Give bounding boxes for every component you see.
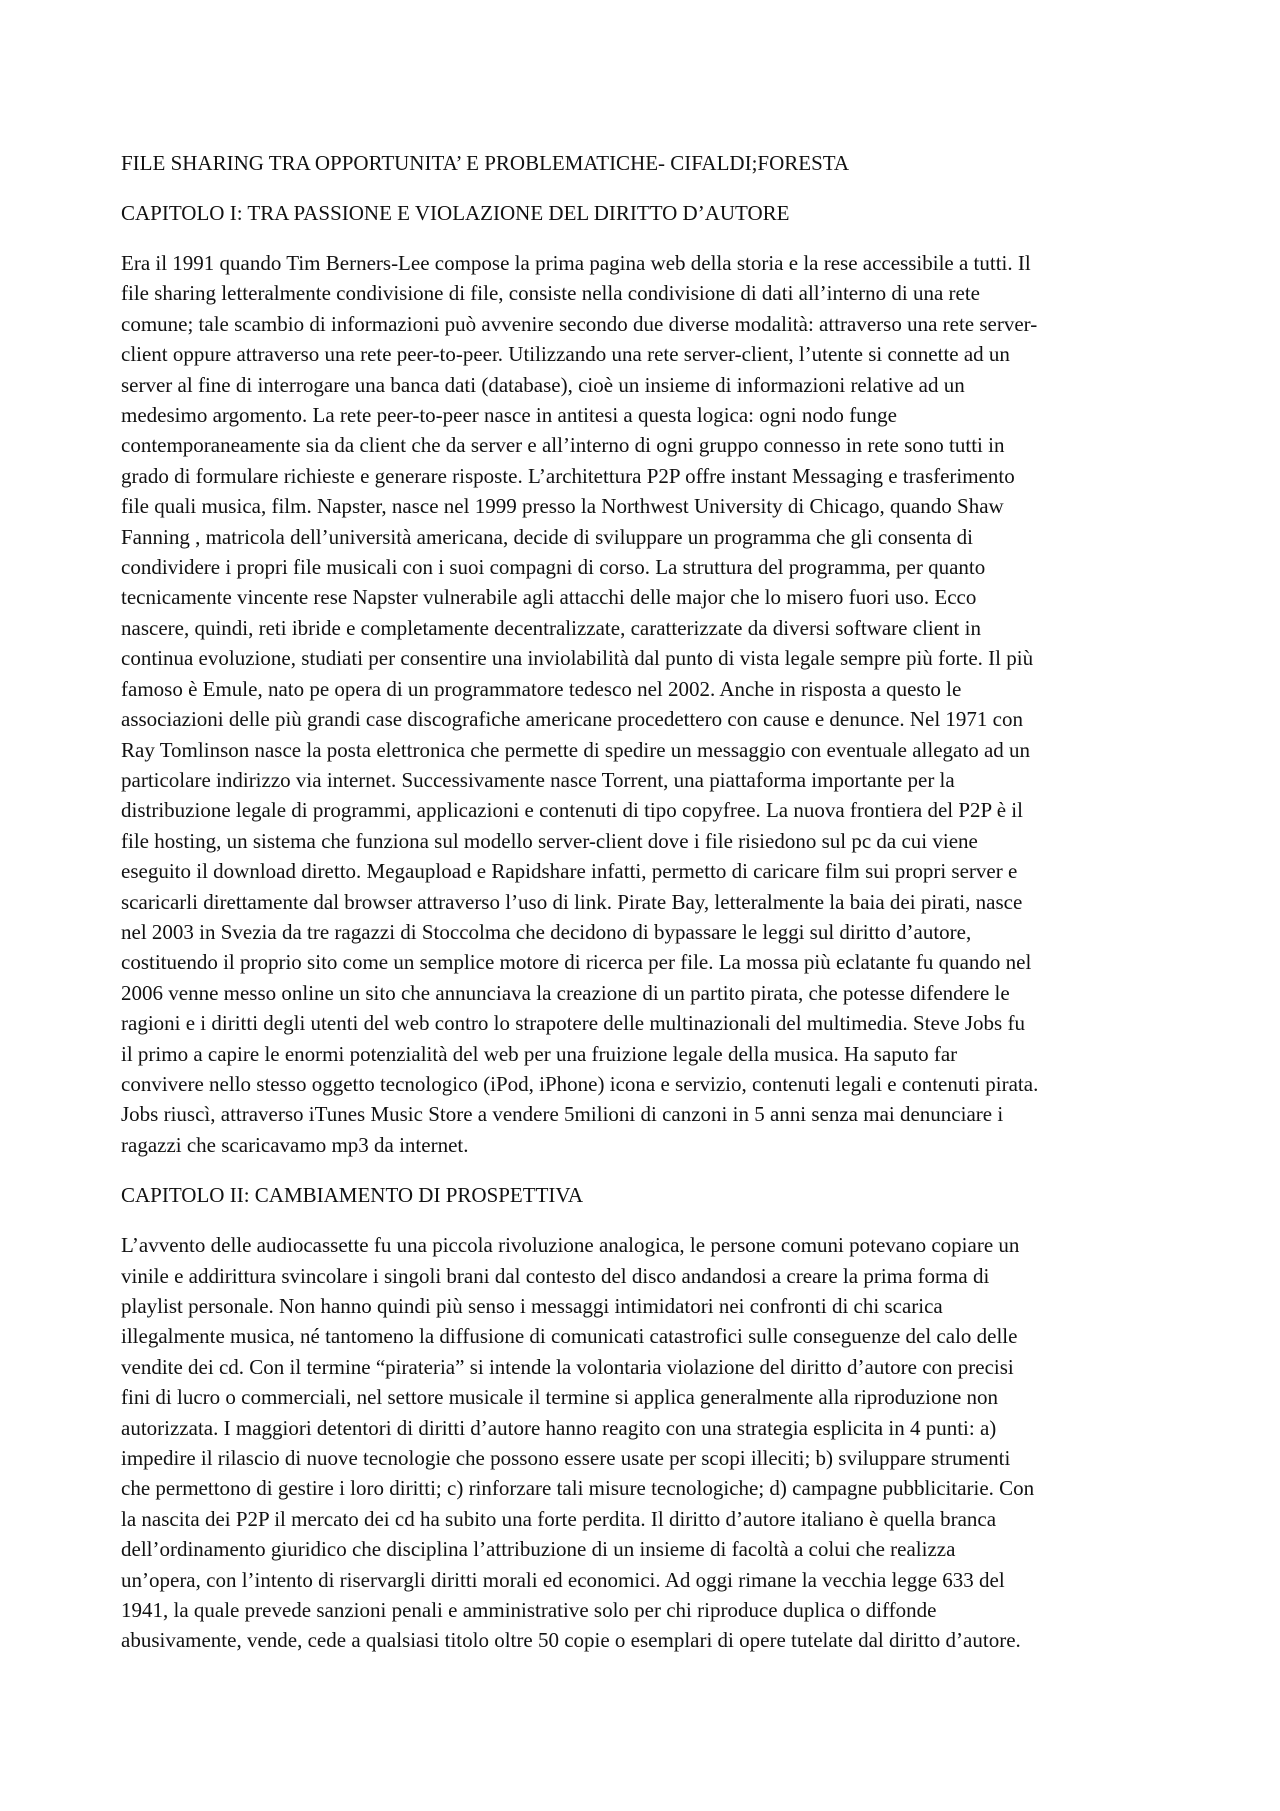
paragraph-line: file hosting, un sistema che funziona sul modello server-client dove i file risiedono sul pc da cui viene	[121, 828, 978, 853]
paragraph-line: nel 2003 in Svezia da tre ragazzi di Stoccolma che decidono di bypassare le leggi sul diritto d’autore,	[121, 919, 972, 944]
paragraph-line: tecnicamente vincente rese Napster vulnerabile agli attacchi delle major che lo misero fuori uso. Ecco	[121, 585, 977, 610]
paragraph-line: vinile e addirittura svincolare i singoli brani dal contesto del disco andandosi a creare la prima forma di	[121, 1263, 990, 1288]
paragraph-line: file quali musica, film. Napster, nasce nel 1999 presso la Northwest University di Chicago, quando Shaw	[121, 494, 1004, 519]
paragraph-line: famoso è Emule, nato pe opera di un programmatore tedesco nel 2002. Anche in risposta a questo le	[121, 676, 962, 701]
paragraph-line: Jobs riuscì, attraverso iTunes Music Store a vendere 5milioni di canzoni in 5 anni senza mai denunciare i	[121, 1102, 1004, 1127]
paragraph-line: comune; tale scambio di informazioni può avvenire secondo due diverse modalità: attraverso una rete server-	[121, 311, 1038, 336]
paragraph-line: la nascita dei P2P il mercato dei cd ha subito una forte perdita. Il diritto d’autore italiano è quella branca	[121, 1506, 997, 1531]
paragraph-line: client oppure attraverso una rete peer-to-peer. Utilizzando una rete server-client, l’utente si connette ad un	[121, 342, 1010, 367]
document-title: FILE SHARING TRA OPPORTUNITA’ E PROBLEMATICHE- CIFALDI;FORESTA	[121, 151, 850, 175]
paragraph-line: playlist personale. Non hanno quindi più senso i messaggi intimidatori nei confronti di chi scarica	[121, 1294, 943, 1318]
paragraph-line: abusivamente, vende, cede a qualsiasi titolo oltre 50 copie o esemplari di opere tutelate dal diritto d’autore.	[121, 1628, 1021, 1653]
paragraph-line: particolare indirizzo via internet. Successivamente nasce Torrent, una piattaforma importante per la	[121, 767, 955, 792]
chapter-1-paragraph	[121, 248, 1161, 1160]
paragraph-line: ragazzi che scaricavamo mp3 da internet.	[121, 1132, 469, 1157]
paragraph-line: Era il 1991 quando Tim Berners-Lee compose la prima pagina web della storia e la rese accessibile a tutti. Il	[121, 251, 1031, 275]
paragraph-line: Fanning , matricola dell’università americana, decide di sviluppare un programma che gli consenta di	[121, 524, 973, 549]
paragraph-line: illegalmente musica, né tantomeno la diffusione di comunicati catastrofici sulle conseguenze del calo delle	[121, 1324, 1018, 1349]
paragraph-line: ragioni e i diritti degli utenti del web contro lo strapotere delle multinazionali del multimedia. Steve Jobs fu	[121, 1011, 1025, 1036]
paragraph-line: che permettono di gestire i loro diritti; c) rinforzare tali misure tecnologiche; d) campagne pubblicitarie. Con	[121, 1476, 1035, 1501]
paragraph-line: scaricarli direttamente dal browser attraverso l’uso di link. Pirate Bay, letteralmente la baia dei pirati, nasce	[121, 889, 1023, 914]
document-page	[121, 148, 1161, 1676]
paragraph-line: il primo a capire le enormi potenzialità del web per una fruizione legale della musica. Ha saputo far	[121, 1041, 958, 1066]
chapter-2-heading: CAPITOLO II: CAMBIAMENTO DI PROSPETTIVA	[121, 1183, 584, 1208]
paragraph-line: 2006 venne messo online un sito che annunciava la creazione di un partito pirata, che potesse difendere le	[121, 980, 1010, 1005]
paragraph-line: eseguito il download diretto. Megaupload e Rapidshare infatti, permetto di caricare film sui propri server e	[121, 859, 1018, 884]
paragraph-line: L’avvento delle audiocassette fu una piccola rivoluzione analogica, le persone comuni potevano copiare un	[121, 1233, 1020, 1258]
paragraph-line: convivere nello stesso oggetto tecnologico (iPod, iPhone) icona e servizio, contenuti legali e contenuti pirata.	[121, 1071, 1039, 1096]
paragraph-line: server al fine di interrogare una banca dati (database), cioè un insieme di informazioni relative ad un	[121, 372, 965, 397]
paragraph-line: costituendo il proprio sito come un semplice motore di ricerca per file. La mossa più eclatante fu quando nel	[121, 950, 1032, 975]
paragraph-line: medesimo argomento. La rete peer-to-peer nasce in antitesi a questa logica: ogni nodo funge	[121, 403, 897, 428]
paragraph-line: un’opera, con l’intento di riservargli diritti morali ed economici. Ad oggi rimane la vecchia legge 633 del	[121, 1567, 1005, 1592]
paragraph-line: contemporaneamente sia da client che da server e all’interno di ogni gruppo connesso in rete sono tutti in	[121, 433, 1005, 458]
paragraph-line: file sharing letteralmente condivisione di file, consiste nella condivisione di dati all’interno di una rete	[121, 281, 980, 306]
paragraph-line: 1941, la quale prevede sanzioni penali e amministrative solo per chi riproduce duplica o diffonde	[121, 1598, 937, 1623]
paragraph-line: grado di formulare richieste e generare risposte. L’architettura P2P offre instant Messaging e trasferimento	[121, 463, 1015, 488]
paragraph-line: Ray Tomlinson nasce la posta elettronica che permette di spedire un messaggio con eventuale allegato ad un	[121, 737, 1031, 762]
chapter-2-paragraph	[121, 1230, 1161, 1656]
paragraph-line: distribuzione legale di programmi, applicazioni e contenuti di tipo copyfree. La nuova frontiera del P2P è il	[121, 798, 1023, 823]
paragraph-line: associazioni delle più grandi case discografiche americane procedettero con cause e denunce. Nel 1971 con	[121, 707, 1024, 732]
paragraph-line: continua evoluzione, studiati per consentire una inviolabilità dal punto di vista legale sempre più forte. Il più	[121, 646, 1034, 671]
paragraph-line: fini di lucro o commerciali, nel settore musicale il termine si applica generalmente alla riproduzione non	[121, 1385, 999, 1410]
paragraph-line: nascere, quindi, reti ibride e completamente decentralizzate, caratterizzate da diversi software client in	[121, 615, 981, 640]
paragraph-line: autorizzata. I maggiori detentori di diritti d’autore hanno reagito con una strategia esplicita in 4 punti: a)	[121, 1415, 997, 1440]
paragraph-line: dell’ordinamento giuridico che disciplina l’attribuzione di un insieme di facoltà a colui che realizza	[121, 1537, 956, 1562]
paragraph-line: condividere i propri file musicali con i suoi compagni di corso. La struttura del programma, per quanto	[121, 555, 986, 580]
chapter-1-heading: CAPITOLO I: TRA PASSIONE E VIOLAZIONE DEL DIRITTO D’AUTORE	[121, 201, 790, 225]
paragraph-line: impedire il rilascio di nuove tecnologie che possono essere usate per scopi illeciti; b) sviluppare strumenti	[121, 1446, 1011, 1471]
paragraph-line: vendite dei cd. Con il termine “pirateria” si intende la volontaria violazione del diritto d’autore con precisi	[121, 1354, 1014, 1379]
